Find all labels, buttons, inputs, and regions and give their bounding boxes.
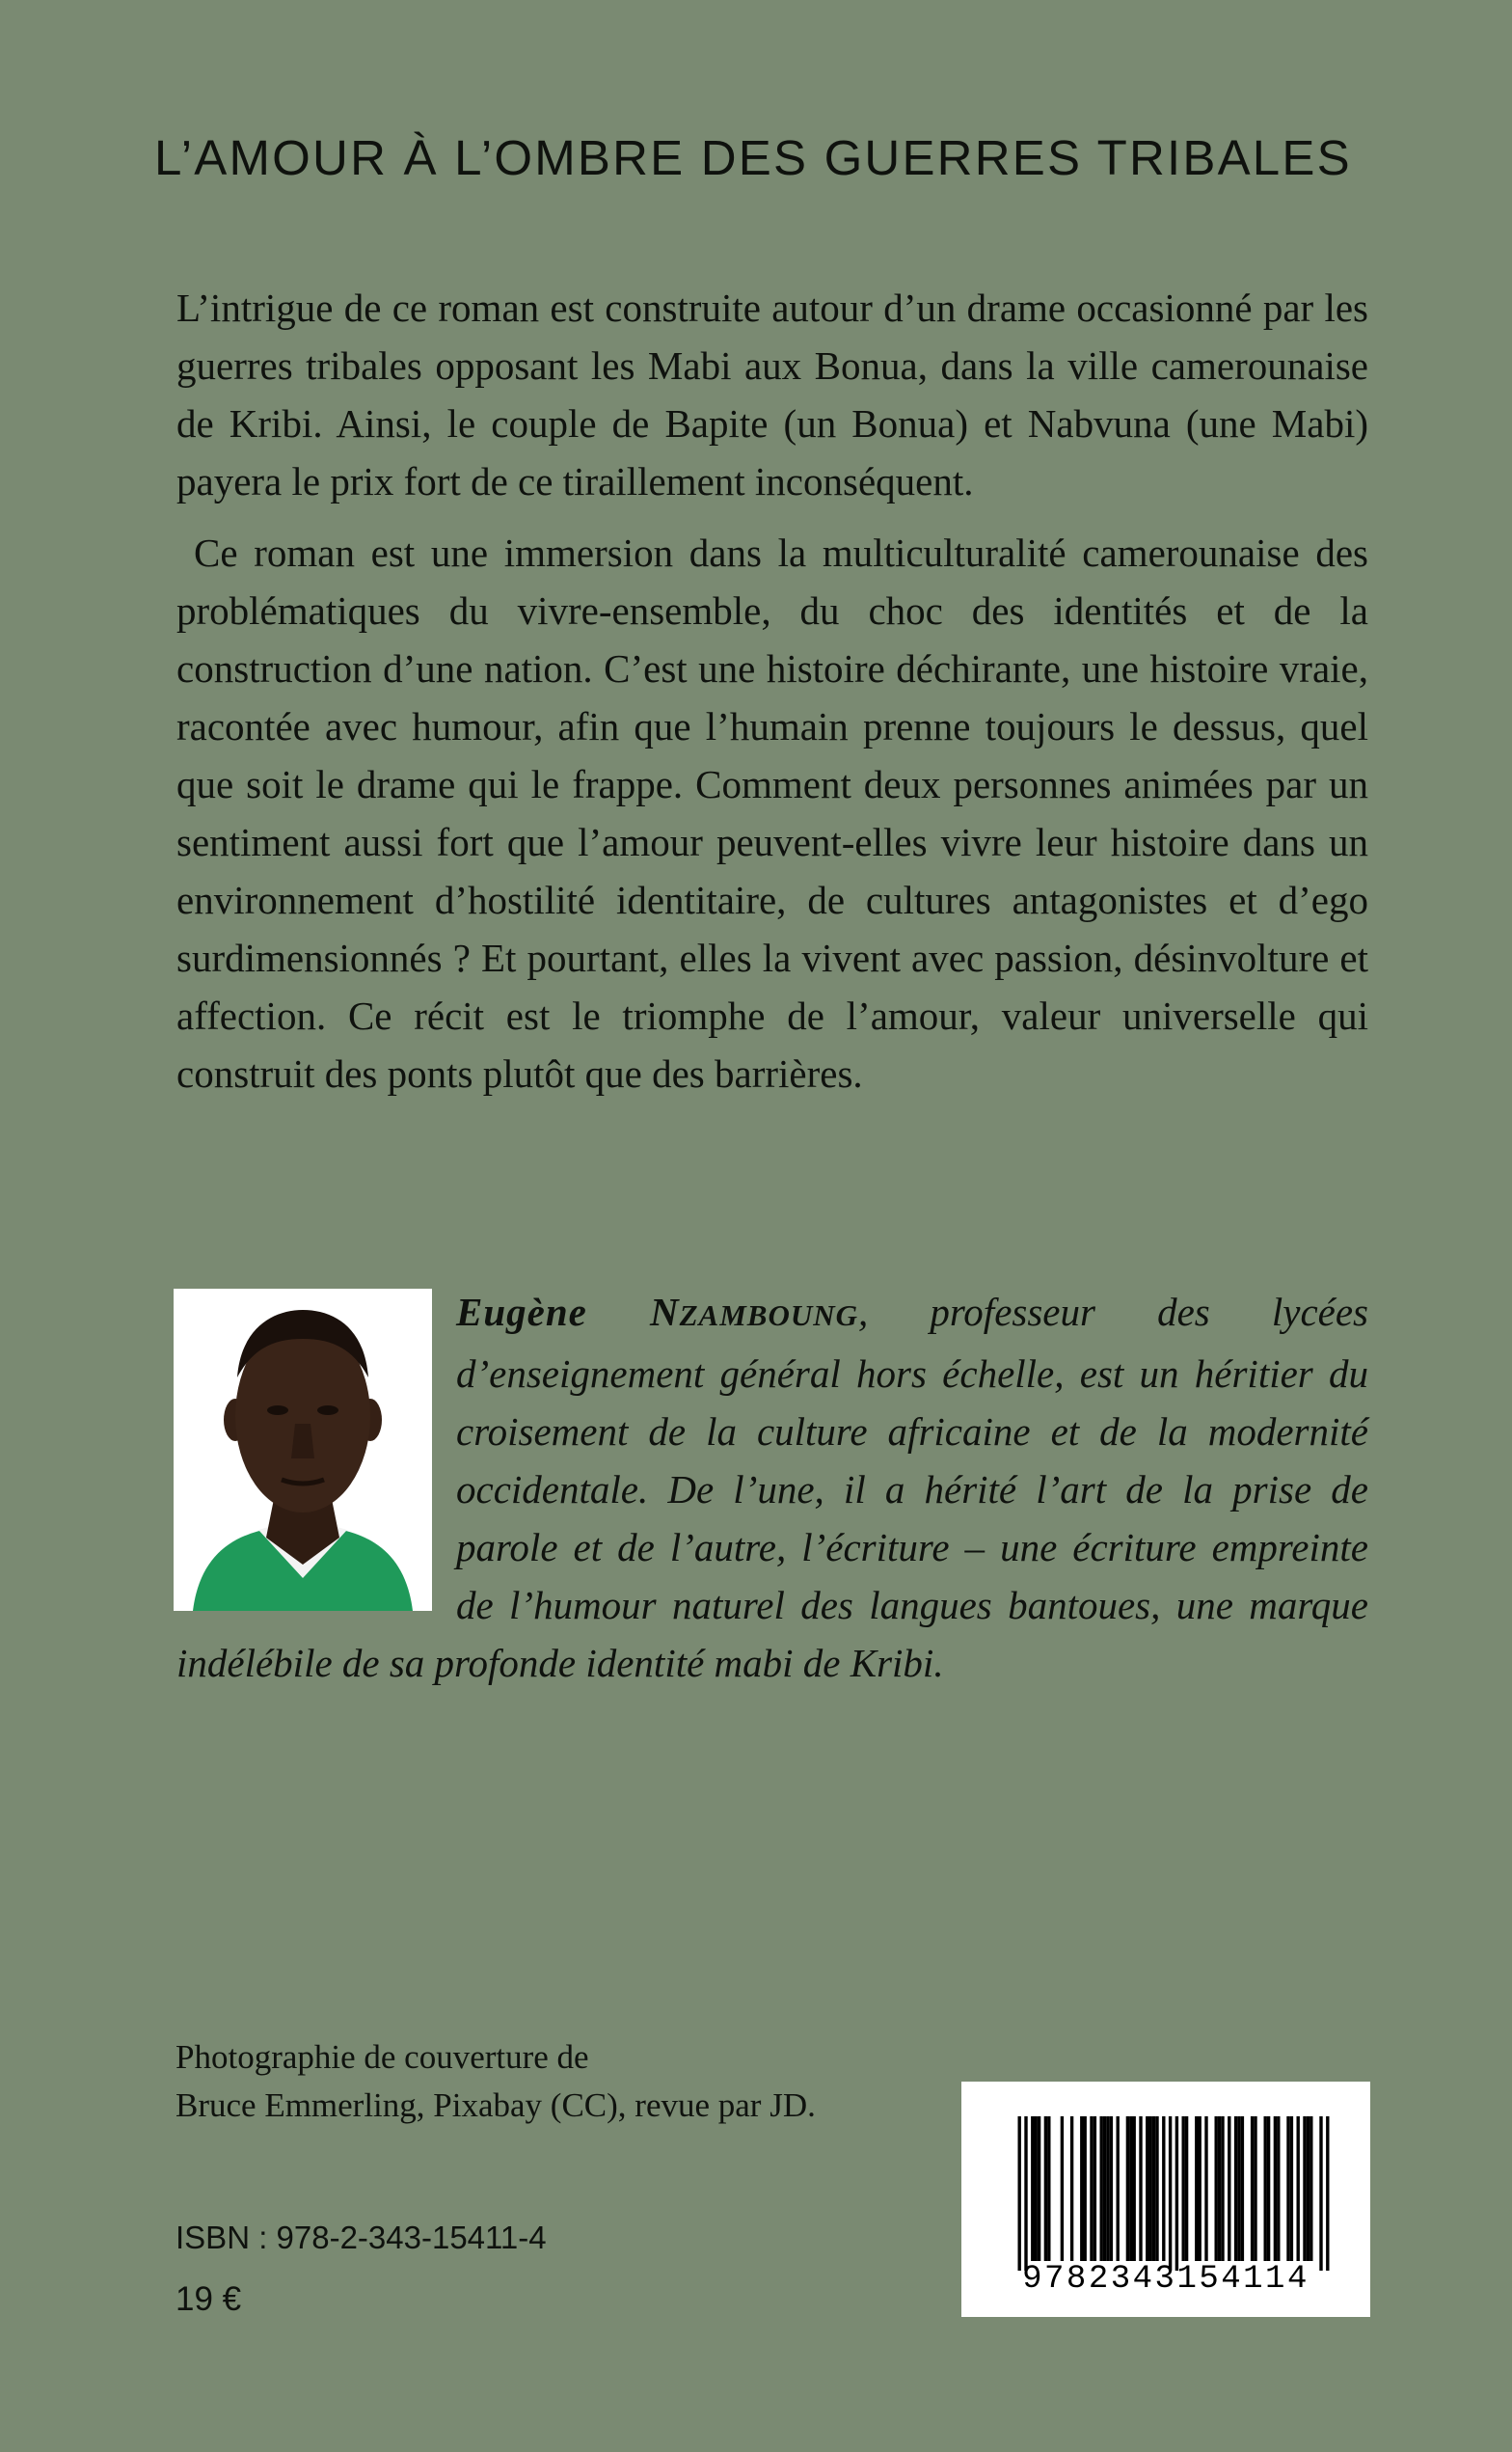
barcode-bar <box>1234 2116 1237 2261</box>
photo-credit <box>176 2033 816 2130</box>
barcode-bar <box>1103 2116 1106 2261</box>
barcode-bar <box>1254 2116 1256 2261</box>
barcode-bar <box>1185 2116 1188 2261</box>
barcode-bar <box>1241 2116 1244 2261</box>
isbn-label: ISBN : 978-2-343-15411-4 <box>176 2220 547 2255</box>
barcode-bar <box>1228 2116 1230 2261</box>
barcode-bar <box>1237 2116 1240 2261</box>
barcode-bar <box>1319 2116 1322 2271</box>
barcode-bar <box>1126 2116 1129 2261</box>
barcode-bar <box>1038 2116 1040 2261</box>
barcode-bar <box>1310 2116 1312 2261</box>
barcode-bar <box>1024 2116 1027 2271</box>
barcode-bar <box>1274 2116 1277 2261</box>
book-title: L’AMOUR À L’OMBRE DES GUERRES TRIBALES <box>154 130 1352 185</box>
author-name <box>456 1290 858 1334</box>
barcode-bar <box>1070 2116 1073 2261</box>
author-first-name: Eugène <box>456 1290 587 1334</box>
barcode-bar <box>1204 2116 1207 2261</box>
barcode-bar <box>1218 2116 1221 2261</box>
barcode-bar <box>1199 2116 1202 2261</box>
barcode-bar <box>1286 2116 1289 2261</box>
barcode-bar <box>1290 2116 1293 2261</box>
photo-spacer <box>176 1283 456 1619</box>
barcode-bar <box>1152 2116 1155 2261</box>
barcode-number: 9782343154114 <box>1022 2261 1310 2298</box>
barcode-bar <box>1094 2116 1096 2261</box>
author-bio <box>176 1283 1368 1692</box>
barcode-bar <box>1162 2116 1165 2261</box>
barcode-bar <box>1251 2116 1254 2261</box>
barcode-bar <box>1303 2116 1306 2261</box>
barcode-bar <box>1129 2116 1132 2261</box>
barcode-bar <box>1297 2116 1300 2261</box>
barcode-bar <box>1084 2116 1087 2261</box>
barcode-bar <box>1277 2116 1280 2261</box>
author-last-name-rest: ZAMBOUNG <box>679 1298 858 1332</box>
barcode-bar <box>1044 2116 1047 2261</box>
author-last-name-initial: N <box>649 1290 680 1334</box>
price-label: 19 € <box>176 2280 242 2318</box>
barcode-bar <box>1264 2116 1267 2261</box>
barcode <box>961 2082 1370 2317</box>
photo-credit-line: Photographie de couverture de <box>176 2038 589 2076</box>
barcode-bar <box>1100 2116 1103 2261</box>
barcode-bar <box>1267 2116 1270 2261</box>
barcode-bar <box>1326 2116 1329 2271</box>
synopsis-paragraph: Ce roman est une immersion dans la multiculturalité camerounaise des problématiques du vivre-ensemble, du choc des identités et de la construction d’une nation. C’est une histoire déchirante, une histoire vraie, racontée avec humour, afin que l’humain prenne toujours le dessus, quel que soit le drame qui le frappe. Comment deux personnes animées par un sentiment aussi fort que l’amour peuvent-elles vivre leur histoire dans un environnement d’hostilité identitaire, de cultures antagonistes et d’ego surdimensionnés ? Et pourtant, elles la vivent avec passion, désinvolture et affection. Ce récit est le triomphe de l’amour, valeur universelle qui construit des ponts plutôt que des barrières. <box>176 531 1368 1096</box>
barcode-bar <box>1133 2116 1136 2261</box>
author-bio-text: , professeur des lycées d’enseignement général hors échelle, est un héritier du croisement de la culture africaine et de la modernité occidentale. De l’une, il a hérité l’art de la prise de parole et de l’autre, l’écriture – une écriture empreinte de l’humour naturel des langues bantoues, une marque indélébile de sa profonde identité mabi de Kribi. <box>176 1290 1368 1685</box>
barcode-bar <box>1155 2116 1158 2261</box>
barcode-bar <box>1110 2116 1113 2261</box>
barcode-bar <box>1149 2116 1152 2261</box>
barcode-bar <box>1035 2116 1038 2261</box>
barcode-bar <box>1047 2116 1050 2261</box>
barcode-bar <box>1031 2116 1034 2261</box>
barcode-bar <box>1221 2116 1224 2261</box>
barcode-bar <box>1018 2116 1021 2271</box>
photo-credit-line: Bruce Emmerling, Pixabay (CC), revue par JD. <box>176 2086 816 2124</box>
barcode-bar <box>1090 2116 1093 2261</box>
barcode-bar <box>1061 2116 1064 2261</box>
synopsis <box>176 279 1368 1103</box>
barcode-bar <box>1307 2116 1310 2261</box>
barcode-bar <box>1169 2116 1172 2271</box>
barcode-bar <box>1106 2116 1109 2261</box>
barcode-bar <box>1146 2116 1148 2261</box>
barcode-bar <box>1195 2116 1198 2261</box>
synopsis-paragraph: L’intrigue de ce roman est construite autour d’un drame occasionné par les guerres tribales opposant les Mabi aux Bonua, dans la ville camerounaise de Kribi. Ainsi, le couple de Bapite (un Bonua) et Nabvuna (une Mabi) payera le prix fort de ce tiraillement inconséquent. <box>176 286 1368 504</box>
barcode-bar <box>1182 2116 1185 2261</box>
barcode-bar <box>1117 2116 1120 2261</box>
barcode-bar <box>1175 2116 1178 2271</box>
barcode-bar <box>1139 2116 1142 2261</box>
barcode-bar <box>1215 2116 1218 2261</box>
barcode-bar <box>1080 2116 1083 2261</box>
